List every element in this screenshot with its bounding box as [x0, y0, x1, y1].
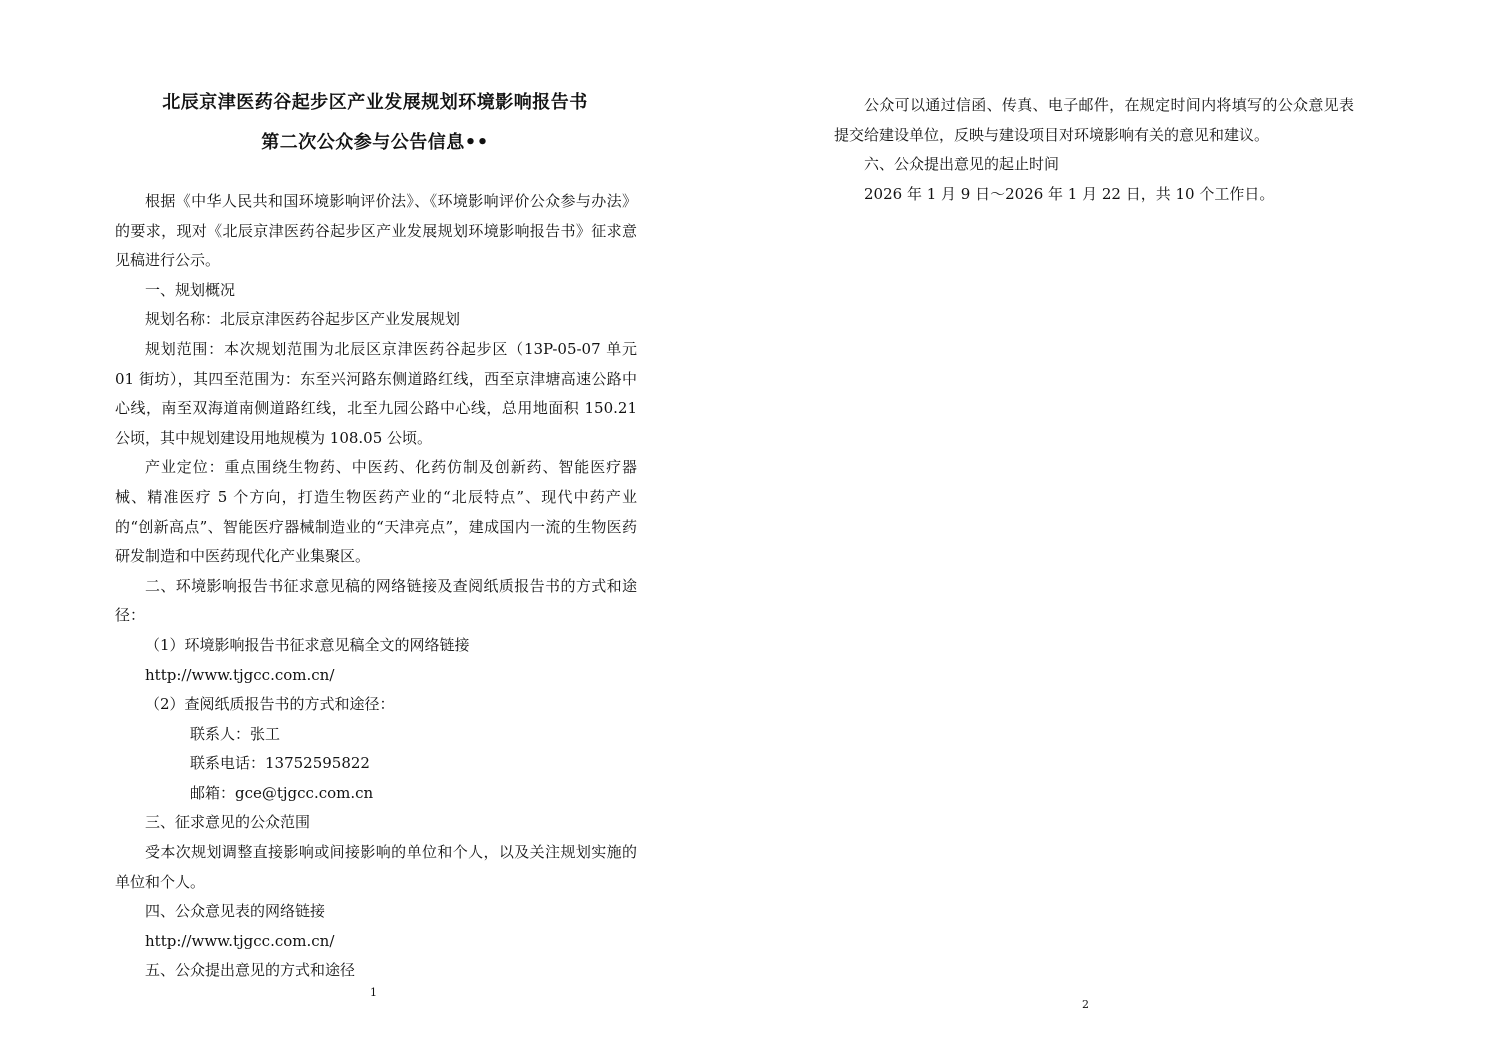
opinion-form-url-link[interactable]: http://www.tjgcc.com.cn/: [145, 931, 335, 950]
section-heading-plan-overview: 一、规划概况: [145, 280, 236, 299]
document-page-2: [750, 0, 1500, 1061]
plan-name-paragraph: 规划名称：北辰京津医药谷起步区产业发展规划: [145, 310, 461, 329]
paper-report-access-item: （2）查阅纸质报告书的方式和途径：: [145, 695, 395, 714]
submission-method-paragraph: 公众可以通过信函、传真、电子邮件，在规定时间内将填写的公众意见表提交给建设单位，反映与建设项目对环境影响有关的意见和建议。: [834, 96, 1354, 144]
section-heading-public-scope: 三、征求意见的公众范围: [145, 813, 311, 832]
industry-positioning-paragraph: 产业定位：重点围绕生物药、中医药、化药仿制及创新药、智能医疗器械、精准医疗 5 个方向，打造生物医药产业的“北辰特点”、现代中药产业的“创新高点”、智能医疗器械制造业的“天津亮点”，建成国内一流的生物医药研发制造和中医药现代化产业集聚区。: [115, 458, 637, 566]
report-link-item: （1）环境影响报告书征求意见稿全文的网络链接: [145, 635, 470, 654]
document-subtitle: 第二次公众参与公告信息••: [261, 132, 489, 153]
page-2-body: [834, 91, 1354, 209]
intro-paragraph: 根据《中华人民共和国环境影响评价法》、《环境影响评价公众参与办法》的要求，现对《北辰京津医药谷起步区产业发展规划环境影响报告书》征求意见稿进行公示。: [115, 192, 637, 270]
section-heading-submission-method: 五、公众提出意见的方式和途径: [145, 961, 356, 980]
public-scope-paragraph: 受本次规划调整直接影响或间接影响的单位和个人，以及关注规划实施的单位和个人。: [115, 843, 637, 891]
contact-person: 联系人：张工: [190, 724, 281, 743]
contact-email: 邮箱：gce@tjgcc.com.cn: [190, 783, 374, 802]
report-url-link[interactable]: http://www.tjgcc.com.cn/: [145, 665, 335, 684]
page-1-body: [115, 187, 637, 986]
contact-phone: 联系电话：13752595822: [190, 754, 370, 773]
page-number: 2: [1082, 998, 1089, 1011]
document-title: 北辰京津医药谷起步区产业发展规划环境影响报告书: [162, 92, 588, 113]
page-number: 1: [370, 986, 377, 999]
time-period-paragraph: 2026 年 1 月 9 日～2026 年 1 月 22 日，共 10 个工作日。: [864, 184, 1275, 203]
section-heading-report-access: 二、环境影响报告书征求意见稿的网络链接及查阅纸质报告书的方式和途径：: [115, 576, 637, 625]
plan-scope-paragraph: 规划范围：本次规划范围为北辰区京津医药谷起步区（13P-05-07 单元 01 街坊），其四至范围为：东至兴河路东侧道路红线，西至京津塘高速公路中心线，南至双海道南侧道路红线，北至九园公路中心线，总用地面积 150.21 公顷，其中规划建设用地规模为 108.05 公顷。: [115, 339, 637, 447]
section-heading-opinion-form: 四、公众意见表的网络链接: [145, 902, 326, 921]
section-heading-time-period: 六、公众提出意见的起止时间: [864, 155, 1060, 174]
